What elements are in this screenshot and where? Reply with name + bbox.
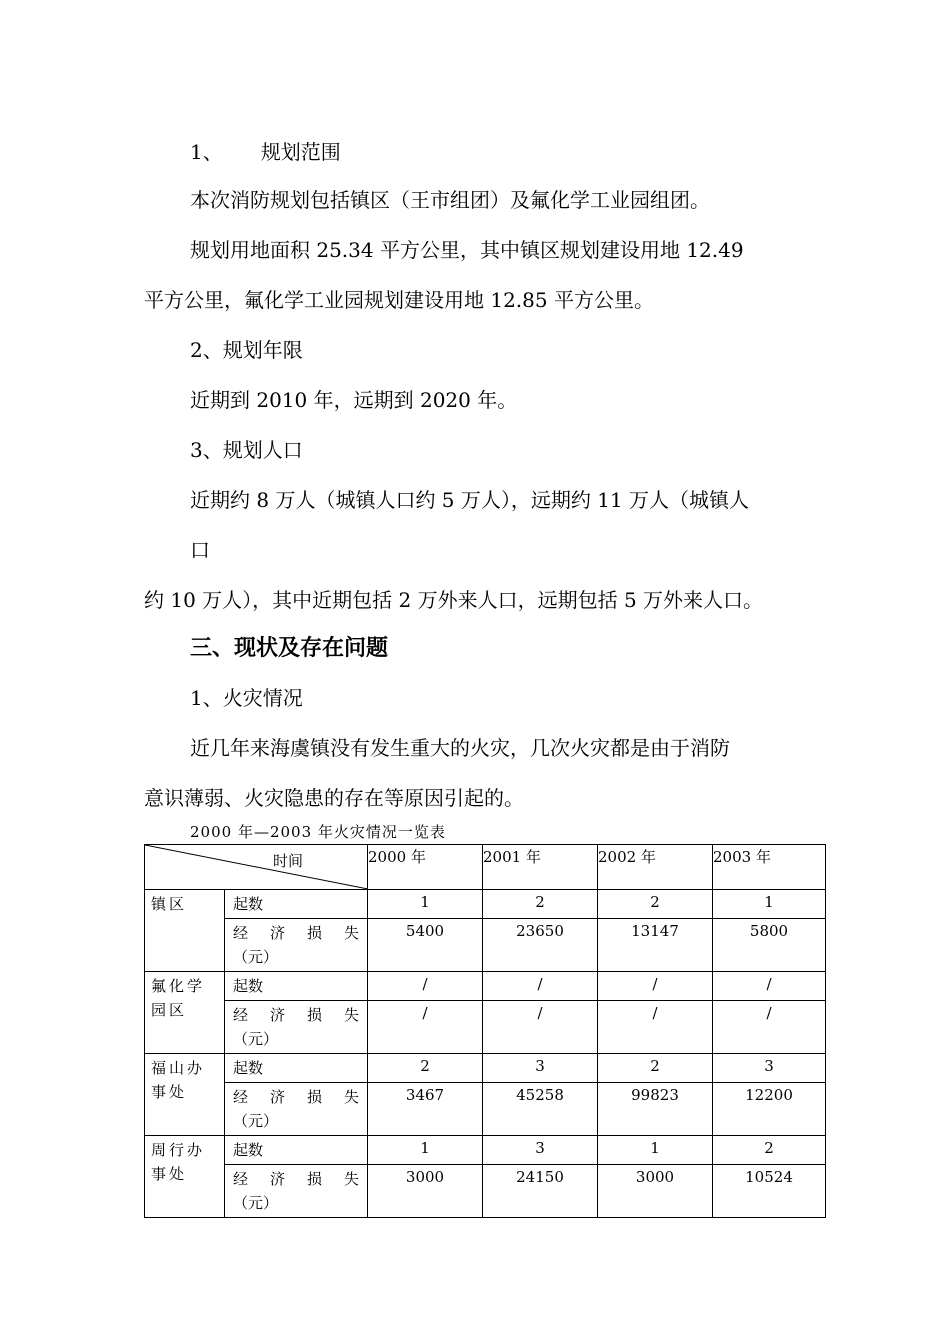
metric-loss-label [225,919,368,972]
count-value-cell: 1 [368,890,483,919]
chapter-heading: 三、现状及存在问题 [190,636,389,661]
metric-loss-char: 损 [306,1006,322,1024]
paragraph: 近几年来海虞镇没有发生重大的火灾，几次火灾都是由于消防 [190,736,730,760]
region-cell: 氟化学园区 [145,972,225,1054]
count-value-cell: 3 [483,1136,598,1165]
metric-loss-char: 失 [343,924,359,942]
paragraph: 约 10 万人），其中近期包括 2 万外来人口，远期包括 5 万外来人口。 [144,588,764,612]
metric-loss-char: 经 [233,1088,249,1106]
table-row-count [145,1136,826,1165]
count-value-cell: / [598,972,713,1001]
table-row-count [145,890,826,919]
count-value-cell: 2 [598,1054,713,1083]
loss-value-cell: / [713,1001,826,1054]
table-row-loss [145,1165,826,1218]
table-row-count [145,1054,826,1083]
metric-loss-char: 济 [269,1006,285,1024]
table-row-loss [145,919,826,972]
loss-value-cell: 99823 [598,1083,713,1136]
diagonal-line [145,845,368,889]
metric-loss-char: 经 [233,1006,249,1024]
metric-loss-unit: （元） [233,1194,279,1212]
metric-loss-char: 经 [233,1170,249,1188]
fire-statistics-table [144,844,826,1218]
count-value-cell: 1 [598,1136,713,1165]
metric-loss-char: 失 [343,1088,359,1106]
metric-loss-unit: （元） [233,1112,279,1130]
loss-value-cell: 3000 [368,1165,483,1218]
metric-count-label: 起数 [225,890,368,919]
metric-loss-char: 损 [306,924,322,942]
table-row-count [145,972,826,1001]
loss-value-cell: 10524 [713,1165,826,1218]
metric-loss-char: 济 [269,1088,285,1106]
count-value-cell: 3 [483,1054,598,1083]
paragraph: 本次消防规划包括镇区（王市组团）及氟化学工业园组团。 [190,188,710,212]
header-time-label: 时间 [273,852,304,870]
metric-loss-unit: （元） [233,948,279,966]
year-header: 2001 年 [483,845,598,890]
loss-value-cell: / [483,1001,598,1054]
count-value-cell: 3 [713,1054,826,1083]
year-header: 2003 年 [713,845,826,890]
table-caption: 2000 年—2003 年火灾情况一览表 [190,823,446,841]
count-value-cell: 2 [713,1136,826,1165]
count-value-cell: 2 [368,1054,483,1083]
metric-count-label: 起数 [225,1054,368,1083]
region-cell: 周行办事处 [145,1136,225,1218]
loss-value-cell: / [598,1001,713,1054]
section-1-title: 1、 规划范围 [190,140,341,164]
year-header: 2002 年 [598,845,713,890]
loss-value-cell: 23650 [483,919,598,972]
section-2-title: 2、规划年限 [190,338,303,362]
region-cell: 镇区 [145,890,225,972]
metric-loss-char: 损 [306,1170,322,1188]
loss-value-cell: 3467 [368,1083,483,1136]
metric-loss-unit: （元） [233,1030,279,1048]
paragraph: 近期约 8 万人（城镇人口约 5 万人），远期约 11 万人（城镇人 [190,488,750,512]
loss-value-cell: 5800 [713,919,826,972]
metric-loss-label [225,1165,368,1218]
loss-value-cell: 45258 [483,1083,598,1136]
loss-value-cell: 5400 [368,919,483,972]
metric-count-label: 起数 [225,1136,368,1165]
metric-loss-char: 经 [233,924,249,942]
metric-loss-char: 失 [343,1006,359,1024]
count-value-cell: 1 [713,890,826,919]
paragraph: 意识薄弱、火灾隐患的存在等原因引起的。 [144,786,524,810]
region-cell: 福山办事处 [145,1054,225,1136]
year-header: 2000 年 [368,845,483,890]
header-diagonal-cell [145,845,368,890]
metric-loss-char: 失 [343,1170,359,1188]
count-value-cell: 2 [598,890,713,919]
table-row-loss [145,1001,826,1054]
paragraph: 平方公里，氟化学工业园规划建设用地 12.85 平方公里。 [144,288,654,312]
table-row-loss [145,1083,826,1136]
count-value-cell: 2 [483,890,598,919]
metric-loss-char: 济 [269,924,285,942]
metric-loss-char: 损 [306,1088,322,1106]
count-value-cell: / [483,972,598,1001]
loss-value-cell: 3000 [598,1165,713,1218]
loss-value-cell: 12200 [713,1083,826,1136]
metric-loss-label [225,1083,368,1136]
table-header-row [145,845,826,890]
metric-loss-char: 济 [269,1170,285,1188]
paragraph: 近期到 2010 年，远期到 2020 年。 [190,388,518,412]
loss-value-cell: 24150 [483,1165,598,1218]
metric-loss-label [225,1001,368,1054]
count-value-cell: 1 [368,1136,483,1165]
section-4-title: 1、火灾情况 [190,686,303,710]
paragraph: 口 [190,538,210,562]
count-value-cell: / [713,972,826,1001]
section-3-title: 3、规划人口 [190,438,303,462]
loss-value-cell: / [368,1001,483,1054]
paragraph: 规划用地面积 25.34 平方公里，其中镇区规划建设用地 12.49 [190,238,744,262]
count-value-cell: / [368,972,483,1001]
loss-value-cell: 13147 [598,919,713,972]
metric-count-label: 起数 [225,972,368,1001]
